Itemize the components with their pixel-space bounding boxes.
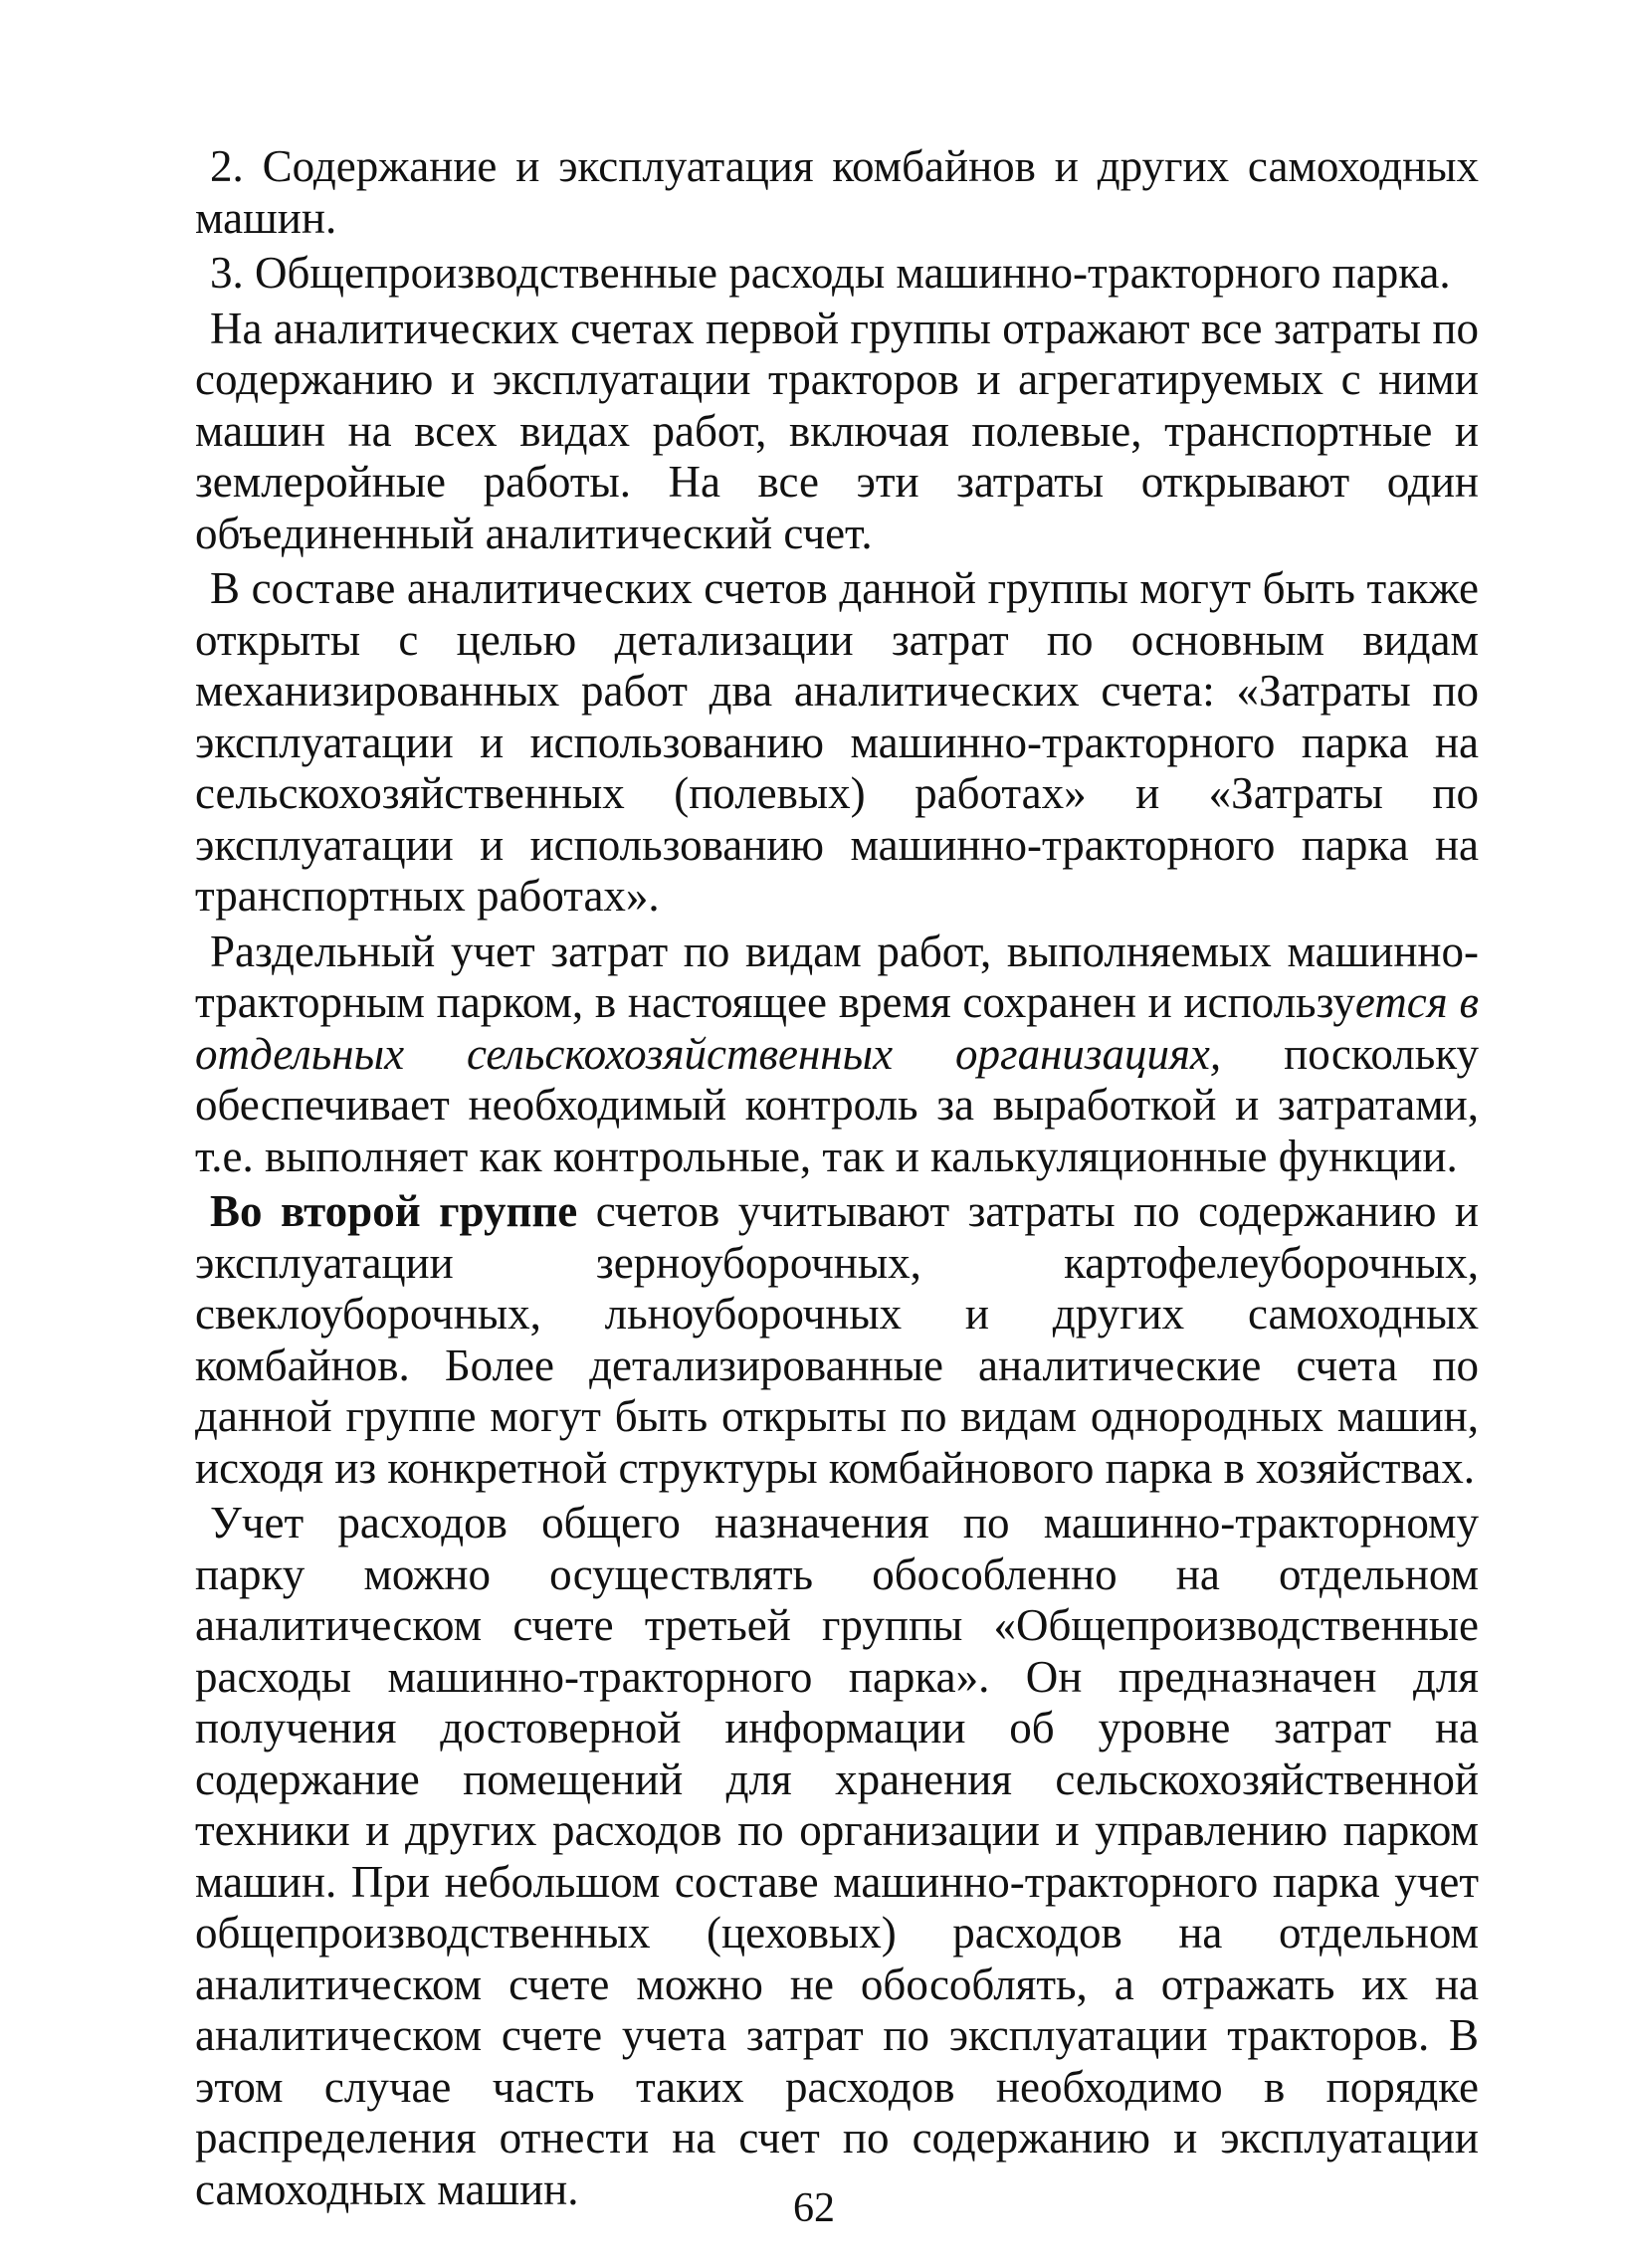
page-number: 62 (793, 2185, 835, 2231)
paragraph-separate-accounting (195, 927, 1479, 1183)
body-text (195, 141, 1479, 2215)
paragraph-list-item-2: 2. Содержание и эксплуатация комбайнов и других самоходных машин. (195, 141, 1479, 243)
paragraph-second-group-heading: Во второй группе (210, 1186, 578, 1236)
paragraph-separate-accounting-end: поскольку обеспечивает необходимый контроль за выработкой и затратами, т.е. выполняет как контрольные, так и калькуляционные функции. (195, 1028, 1479, 1181)
paragraph-second-group-body: счетов учитывают затраты по содержанию и эксплуатации зерноуборочных, картофелеуборочных, свеклоуборочных, льноуборочных и других самоходных комбайнов. Более детализированные аналитические счета по данной группе могут быть открыты по видам однородных машин, исходя из конкретной структуры комбайнового парка в хозяйствах. (195, 1186, 1480, 1493)
paragraph-list-item-3: 3. Общепроизводственные расходы машинно-тракторного парка. (210, 248, 1451, 298)
paragraph-separate-accounting-italic: ется в отдельных сельскохозяйственных организациях, (195, 977, 1479, 1079)
paragraph-group-accounts: В составе аналитических счетов данной группы могут быть также открыты с целью детализации затрат по основным видам механизированных работ два аналитических счета: «Затраты по эксплуатации и использованию машинно-тракторного парка на сельскохозяйственных (полевых) работах» и «Затраты по эксплуатации и использованию машинно-тракторного парка на транспортных работах». (195, 563, 1479, 921)
paragraph-first-group: На аналитических счетах первой группы отражают все затраты по содержанию и эксплуатации тракторов и агрегатируемых с ними машин на всех видах работ, включая полевые, транспортные и землеройные работы. На все эти затраты открывают один объединенный аналитический счет. (195, 303, 1479, 558)
paragraph-separate-accounting-start: Раздельный учет затрат по видам работ, выполняемых машинно-тракторным парком, в настоящее время сохранен и использу (195, 926, 1479, 1027)
paragraph-second-group (195, 1186, 1479, 1494)
paragraph-general-expenses: Учет расходов общего назначения по машинно-тракторному парку можно осуществлять обособленно на отдельном аналитическом счете третьей группы «Общепроизводственные расходы машинно-тракторного парка». Он предназначен для получения достоверной информации об уровне затрат на содержание помещений для хранения сельскохозяйственной техники и других расходов по организации и управлению парком машин. При небольшом составе машинно-тракторного парка учет общепроизводственных (цеховых) расходов на отдельном аналитическом счете можно не обособлять, а отражать их на аналитическом счете учета затрат по эксплуатации тракторов. В этом случае часть таких расходов необходимо в порядке распределения отнести на счет по содержанию и эксплуатации самоходных машин. (195, 1498, 1479, 2214)
